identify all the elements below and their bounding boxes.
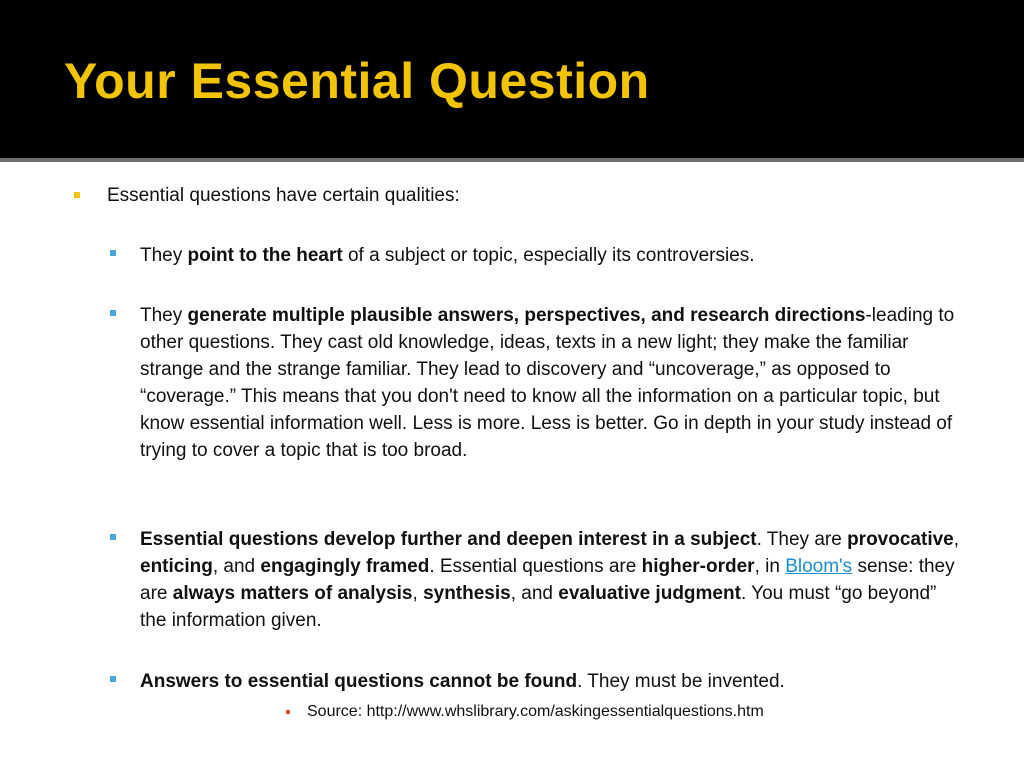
bullet-text: Answers to essential questions cannot be found. They must be invented.	[140, 671, 785, 692]
square-bullet-icon	[110, 676, 116, 682]
bullet-source	[286, 702, 764, 722]
dot-bullet-icon	[286, 710, 290, 714]
bullet-point-multiple-answers	[108, 302, 958, 464]
square-bullet-icon	[110, 250, 116, 256]
slide-title: Your Essential Question	[64, 53, 650, 109]
bullet-text: They generate multiple plausible answers, perspectives, and research directions-leading to other questions. They cast old knowledge, ideas, texts in a new light; they make the familiar strange and the strange familiar. They lead to discovery and “uncoverage,” as opposed to “coverage.” This means that you don't need to know all the information on a particular topic, but know essential information well. Less is more. Less is better. Go in depth in your study instead of trying to cover a topic that is too broad.	[140, 305, 955, 461]
blooms-link[interactable]: Bloom's	[785, 556, 853, 577]
bullet-point-answers-invented	[108, 668, 958, 695]
square-bullet-icon	[74, 192, 80, 198]
bullet-text: Essential questions develop further and deepen interest in a subject. They are provocative, enticing, and engagingly framed. Essential questions are higher-order, in Bloom's sense: they are always matters of analysis, synthesis, and evaluative judgment. You must “go beyond” the information given.	[140, 529, 960, 631]
bullet-point-deepen-interest	[108, 526, 958, 634]
square-bullet-icon	[110, 534, 116, 540]
square-bullet-icon	[110, 310, 116, 316]
title-bar	[0, 0, 1024, 158]
source-text: Source: http://www.whslibrary.com/askingessentialquestions.htm	[307, 703, 764, 720]
bullet-intro: Essential questions have certain qualities:	[107, 185, 460, 206]
bullet-text: They point to the heart of a subject or topic, especially its controversies.	[140, 245, 755, 266]
bullet-point-heart	[108, 242, 958, 269]
header-divider	[0, 158, 1024, 162]
